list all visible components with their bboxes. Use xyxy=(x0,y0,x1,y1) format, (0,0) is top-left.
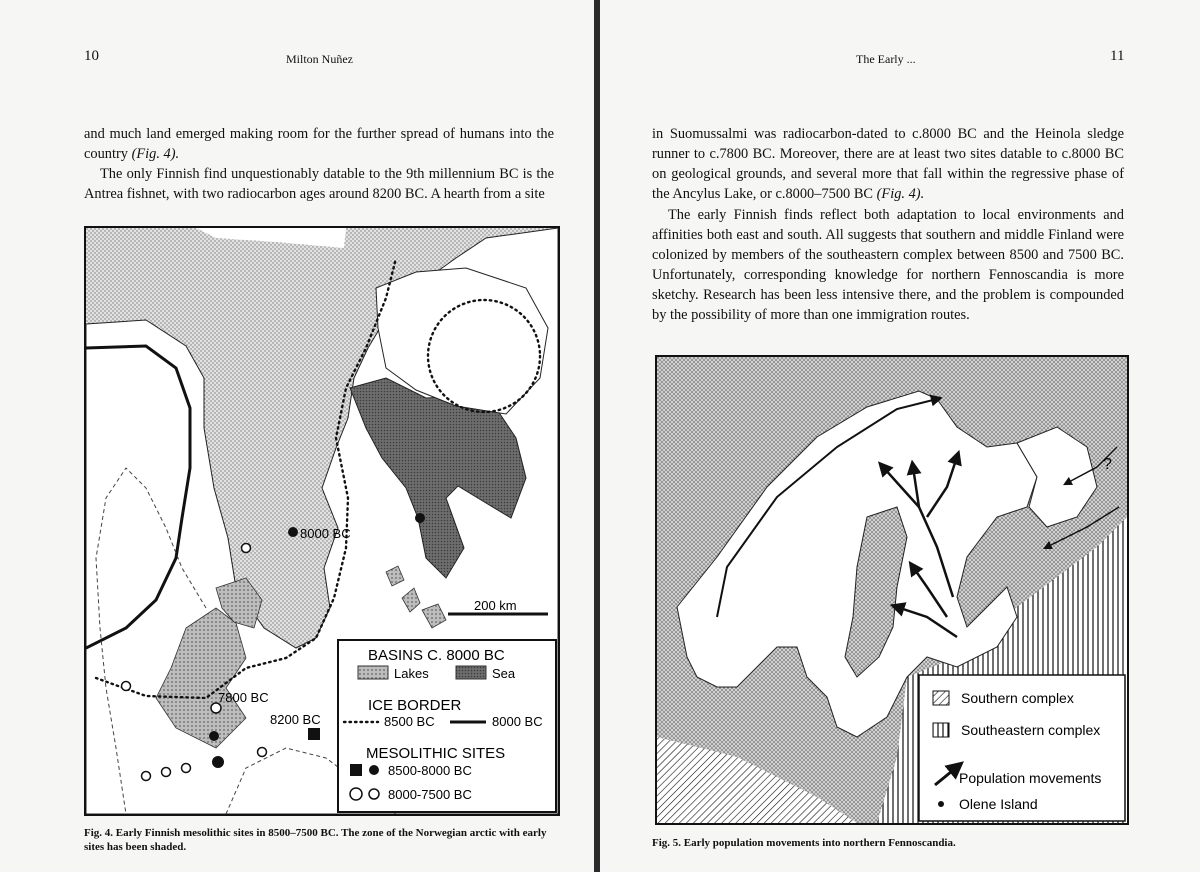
legend-square-filled xyxy=(350,764,362,776)
legend-circle-open xyxy=(350,788,362,800)
legend-meso-early: 8500-8000 BC xyxy=(388,763,472,778)
figure-5-caption: Fig. 5. Early population movements into northern Fennoscandia. xyxy=(652,837,956,849)
right-paragraph-1 xyxy=(652,124,1124,204)
page-number-left: 10 xyxy=(84,48,99,64)
site-open-d xyxy=(162,768,171,777)
legend-population: Population movements xyxy=(959,770,1102,786)
legend-ice-8000: 8000 BC xyxy=(492,714,543,729)
legend-southeastern-swatch xyxy=(933,723,949,737)
legend-sea: Sea xyxy=(492,666,516,681)
legend-lakes: Lakes xyxy=(394,666,429,681)
site-label-7800bc: 7800 BC xyxy=(218,690,269,705)
running-head-right: The Early ... xyxy=(856,52,916,66)
left-paragraph-1-figure-ref: (Fig. 4). xyxy=(131,146,180,162)
legend-lakes-swatch xyxy=(358,666,388,679)
site-8500-8000-2 xyxy=(415,513,425,523)
figure-4-svg xyxy=(86,228,558,814)
site-open-b xyxy=(122,682,131,691)
figure-4-legend xyxy=(338,640,556,812)
left-paragraph-1-text: and much land emerged making room for the further spread of humans into the country xyxy=(84,126,554,162)
right-paragraph-2: The early Finnish finds reflect both adaptation to local environments and affinities both east and south. All suggests that southern and middle Finland were colonized by members of the southeastern complex between 8500 and 7500 BC. Unfortunately, corresponding knowledge for northern Fennoscandia is more sketchy. Research has been less intensive there, and the problem is compounded by the possibility of more than one immigration routes. xyxy=(652,207,1124,323)
running-head-left: Milton Nuñez xyxy=(286,52,353,66)
figure-5-map xyxy=(655,355,1129,825)
figure-4-map xyxy=(84,226,560,816)
legend-meso-title: MESOLITHIC SITES xyxy=(366,745,506,762)
site-8500-8000 xyxy=(288,527,298,537)
legend-southeastern: Southeastern complex xyxy=(961,722,1101,738)
right-page xyxy=(600,0,1200,872)
legend-southern-swatch xyxy=(933,691,949,705)
left-page xyxy=(0,0,594,872)
scale-label: 200 km xyxy=(474,598,517,613)
right-paragraph-1-figure-ref: (Fig. 4). xyxy=(876,186,925,202)
site-open-e xyxy=(182,764,191,773)
left-paragraph-2: The only Finnish find unquestionably datable to the 9th millennium BC is the Antrea fishnet, with two radiocarbon ages around 8200 BC. A hearth from a site xyxy=(84,166,554,202)
legend-ice-8500: 8500 BC xyxy=(384,714,435,729)
site-open-a xyxy=(242,544,251,553)
site-open-c xyxy=(142,772,151,781)
legend-basins-title: BASINS C. 8000 BC xyxy=(368,647,505,664)
site-dot-b xyxy=(212,756,224,768)
legend-dot-filled xyxy=(369,765,379,775)
legend-olene-dot xyxy=(938,801,944,807)
legend-olene: Olene Island xyxy=(959,796,1038,812)
figure-5-legend xyxy=(919,675,1125,821)
legend-meso-late: 8000-7500 BC xyxy=(388,787,472,802)
right-paragraph-1-text: in Suomussalmi was radiocarbon-dated to c.8000 BC and the Heinola sledge runner to c.7800 BC. Moreover, there are at least two sites datable to c.8000 BC on geological grounds, and several more that fall within the regressive phase of the Ancylus Lake, or c.8000–7500 BC xyxy=(652,126,1124,202)
site-label-8200bc: 8200 BC xyxy=(270,712,321,727)
site-label-8000bc: 8000 BC xyxy=(300,526,351,541)
site-open-f xyxy=(258,748,267,757)
legend-ice-title: ICE BORDER xyxy=(368,697,462,714)
figure-4-caption: Fig. 4. Early Finnish mesolithic sites in 8500–7500 BC. The zone of the Norwegian arctic with early sites has been shaded. xyxy=(84,827,547,853)
site-dot-a xyxy=(209,731,219,741)
page-number-right: 11 xyxy=(1110,48,1125,64)
legend-sea-swatch xyxy=(456,666,486,679)
site-8500-8000-square xyxy=(308,728,320,740)
left-paragraph-1 xyxy=(84,124,554,164)
legend-dot-open xyxy=(369,789,379,799)
question-mark: ? xyxy=(1103,456,1112,473)
figure-5-svg xyxy=(657,357,1127,823)
legend-southern: Southern complex xyxy=(961,690,1074,706)
